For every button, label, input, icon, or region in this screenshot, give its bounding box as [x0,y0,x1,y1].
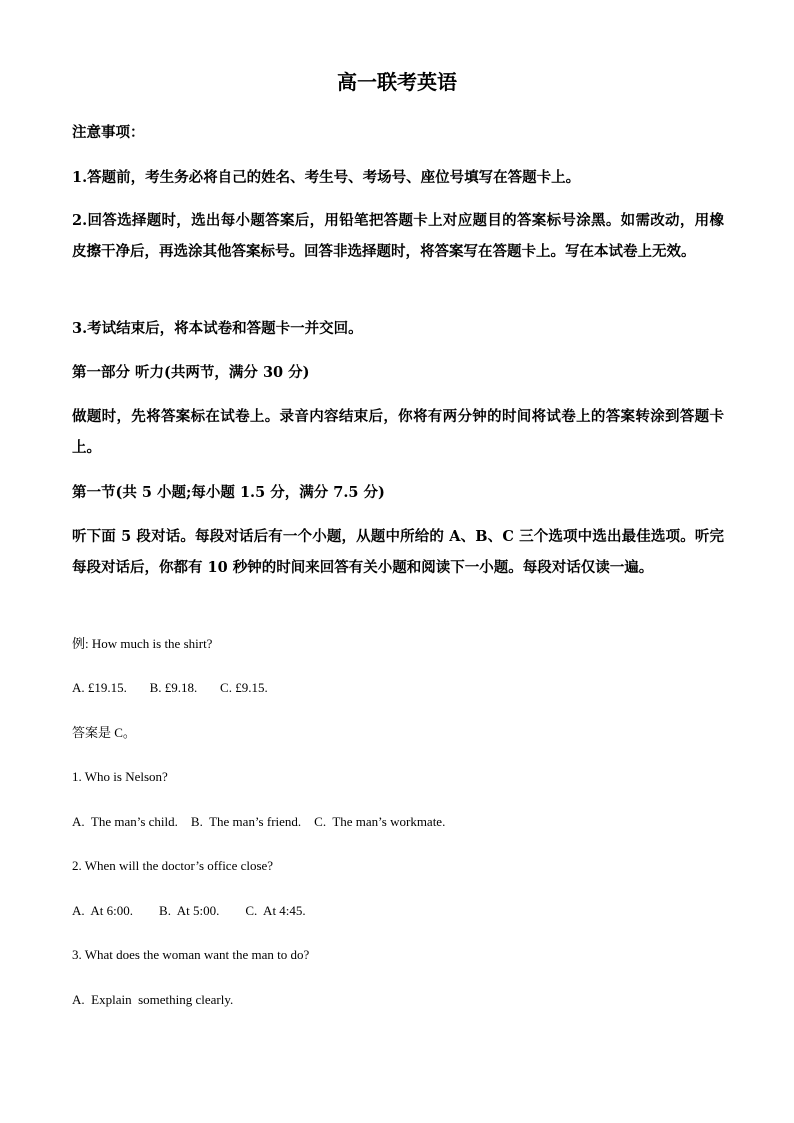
part1-instructions: 做题时，先将答案标在试卷上。录音内容结束后，你将有两分钟的时间将试卷上的答案转涂到答题卡上。 [72,408,724,456]
question-1: 1. Who is Nelson? [72,769,168,784]
example-question: 例: How much is the shirt? [72,636,213,651]
section1-instructions: 听下面 5 段对话。每段对话后有一个小题，从题中所给的 A、B、C 三个选项中选出最佳选项。听完每段对话后，你都有 10 秒钟的时间来回答有关小题和阅读下一小题。每段对话仅读一遍。 [72,528,724,576]
notice-item-1: 1.答题前，考生务必将自己的姓名、考生号、考场号、座位号填写在答题卡上。 [72,169,581,186]
example-options: A. £19.15. B. £9.18. C. £9.15. [72,680,268,695]
notice-item-2: 2.回答选择题时，选出每小题答案后，用铅笔把答题卡上对应题目的答案标号涂黑。如需改动，用橡皮擦干净后，再选涂其他答案标号。回答非选择题时，将答案写在答题卡上。写在本试卷上无效。 [72,212,724,260]
question-3: 3. What does the woman want the man to do? [72,947,310,962]
question-3-option-a: A. Explain something clearly. [72,992,234,1007]
notice-item-3: 3.考试结束后，将本试卷和答题卡一并交回。 [72,320,363,337]
page-title: 高一联考英语 [337,70,457,94]
part1-heading: 第一部分 听力(共两节，满分 30 分) [72,364,310,381]
notice-heading: 注意事项： [72,124,145,141]
example-answer: 答案是 C。 [72,725,136,740]
section1-heading: 第一节(共 5 小题;每小题 1.5 分，满分 7.5 分) [72,484,385,501]
question-2-options: A. At 6:00. B. At 5:00. C. At 4:45. [72,903,306,918]
question-1-options: A. The man’s child. B. The man’s friend. C. The man’s workmate. [72,814,446,829]
question-2: 2. When will the doctor’s office close? [72,858,274,873]
